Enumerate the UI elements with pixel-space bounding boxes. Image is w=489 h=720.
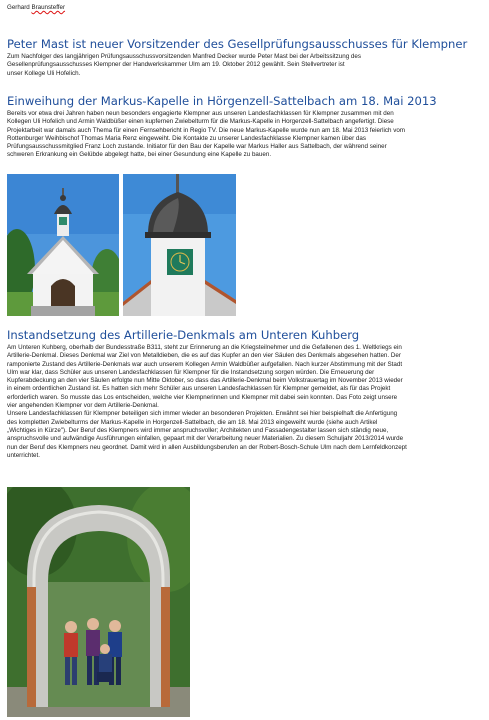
section-1-title: Peter Mast ist neuer Vorsitzender des Gesellprüfungsausschusses für Klempner [7,37,468,51]
section-3-line: unterrichtet. [7,451,41,459]
section-3-line: „Wichtiges in Kürze"). Der Beruf des Klempners wird immer anspruchsvoller; Architekten und Fassadengestalter lassen sich ständig neue, [7,426,389,434]
section-3-line: Ulm war klar, dass Schüler aus unseren Landesfachklassen für Klempner für die Instandsetzung sorgen würden. Die Erneuerung der [7,368,375,376]
section-1-line: unser Kollege Uli Hofelich. [7,69,81,77]
author-line [7,4,65,12]
section-2-line: Rottenburger Weihbischof Thomas Maria Renz eingeweiht. Die Kontakte zu unserer Landesfachklasse Klempner kamen über das [7,134,366,142]
chapel-front-photo [7,174,119,316]
section-3-line: erforderlich waren. So musste das Los entscheiden, welche vier Klempnerinnen und Klempner mit dabei sein konnten. Das Foto zeigt unsere [7,393,398,401]
section-1-line: Gesellenprüfungsausschusses Klempner der Handwerkskammer Ulm am 19. Oktober 2012 gewählt. Sein Stellvertreter ist [7,61,345,69]
section-2-title: Einweihung der Markus-Kapelle in Hörgenzell-Sattelbach am 18. Mai 2013 [7,94,437,108]
section-3-line: in einem ordentlichen Zustand ist. Es hatten sich mehr Schüler aus unseren Landesfachklassen für Klempner gemeldet, als für das Projekt [7,385,391,393]
section-2-line: Projektarbeit war damals auch Thema für einen Fernsehbericht in Regio TV. Die neue Markus-Kapelle wurde nun am 18. Mai 2013 feierlich vom [7,126,406,134]
section-2-line: schweren Erkrankung ein Gelübde abgelegt hatte, bei einer Gesundung eine Kapelle zu bauen. [7,151,272,159]
section-3-line: Unsere Landesfachklassen für Klempner beteiligen sich immer wieder an besonderen Projekten. Erwähnt sei hier beispielhaft die Anfertigung [7,410,398,418]
section-3-line: vier angehenden Klempner vor dem Artillerie-Denkmal. [7,402,159,410]
section-2-line: Bereits vor etwa drei Jahren haben neun besonders engagierte Klempner aus unseren Landesfachklassen für Klempner zusammen mit den [7,110,394,117]
section-3-body [7,344,483,460]
section-3-line: Kupferabdeckung an den vier Säulen erfolgte nun Mitte Oktober, so dass das Artillerie-Denkmal beim Volkstrauertag im November 2013 wieder [7,377,403,385]
section-3-line: Artillerie-Denkmal. Dieses Denkmal war Ziel von Metalldieben, die es auf das Kupfer an den vier Säulen des Denkmals abgesehen hatten. Der [7,352,401,360]
section-3-line: nun der Beruf des Klempners neu geordnet. Damit wird in allen Ausbildungsberufen an der Robert-Bosch-Schule Ulm nach dem Lernfeldkonzept [7,443,407,451]
section-3-line: ramponierte Zustand des Artillerie-Denkmals war auch unserem Kollegen Armin Waldbüßer aufgefallen. Nach kurzer Abstimmung mit der Stadt [7,360,403,368]
section-3-title: Instandsetzung des Artillerie-Denkmals am Unteren Kuhberg [7,328,360,342]
section-1-line: Zum Nachfolger des langjährigen Prüfungsausschussvorsitzenden Manfred Decker wurde Peter Mast bei der Arbeitssitzung des [7,53,362,60]
section-2-body [7,110,483,160]
section-3-line: des kompletten Zwiebelturms der Markus-Kapelle in Horgenzell-Sattelbach, die am 18. Mai 2013 eingeweiht wurde (siehe auch Artikel [7,418,378,426]
section-3-line: Am Unteren Kuhberg, oberhalb der Bundesstraße B311, steht zur Erinnerung an die Kriegsteilnehmer und die Gefallenen des 1. Weltkriegs ein [7,344,402,351]
section-3-line: anspruchsvolle und aufwändige Ausführungen einfallen, gepaart mit der Verarbeitung neuer Materialien. Zu diesem Schuljahr 2013/2014 wurde [7,435,404,443]
section-1-body [7,53,483,78]
section-2-line: Kollegen Uli Hofelich und Armin Waldbüßer einen kupfernen Zwiebelturm für die Markus-Kapelle in Horgenzell-Sattelbach angefertigt. Diese [7,118,394,126]
section-2-line: Prüfungsausschussmitglied Franz Loch zustande. Initiator für den Bau der Kapelle war Markus Haller aus Sattelbach, der während seiner [7,143,387,151]
chapel-tower-photo [123,174,236,316]
memorial-photo [7,487,190,717]
author-last-name: Braunsteffer [31,4,66,11]
author-first-name: Gerhard [7,4,30,11]
